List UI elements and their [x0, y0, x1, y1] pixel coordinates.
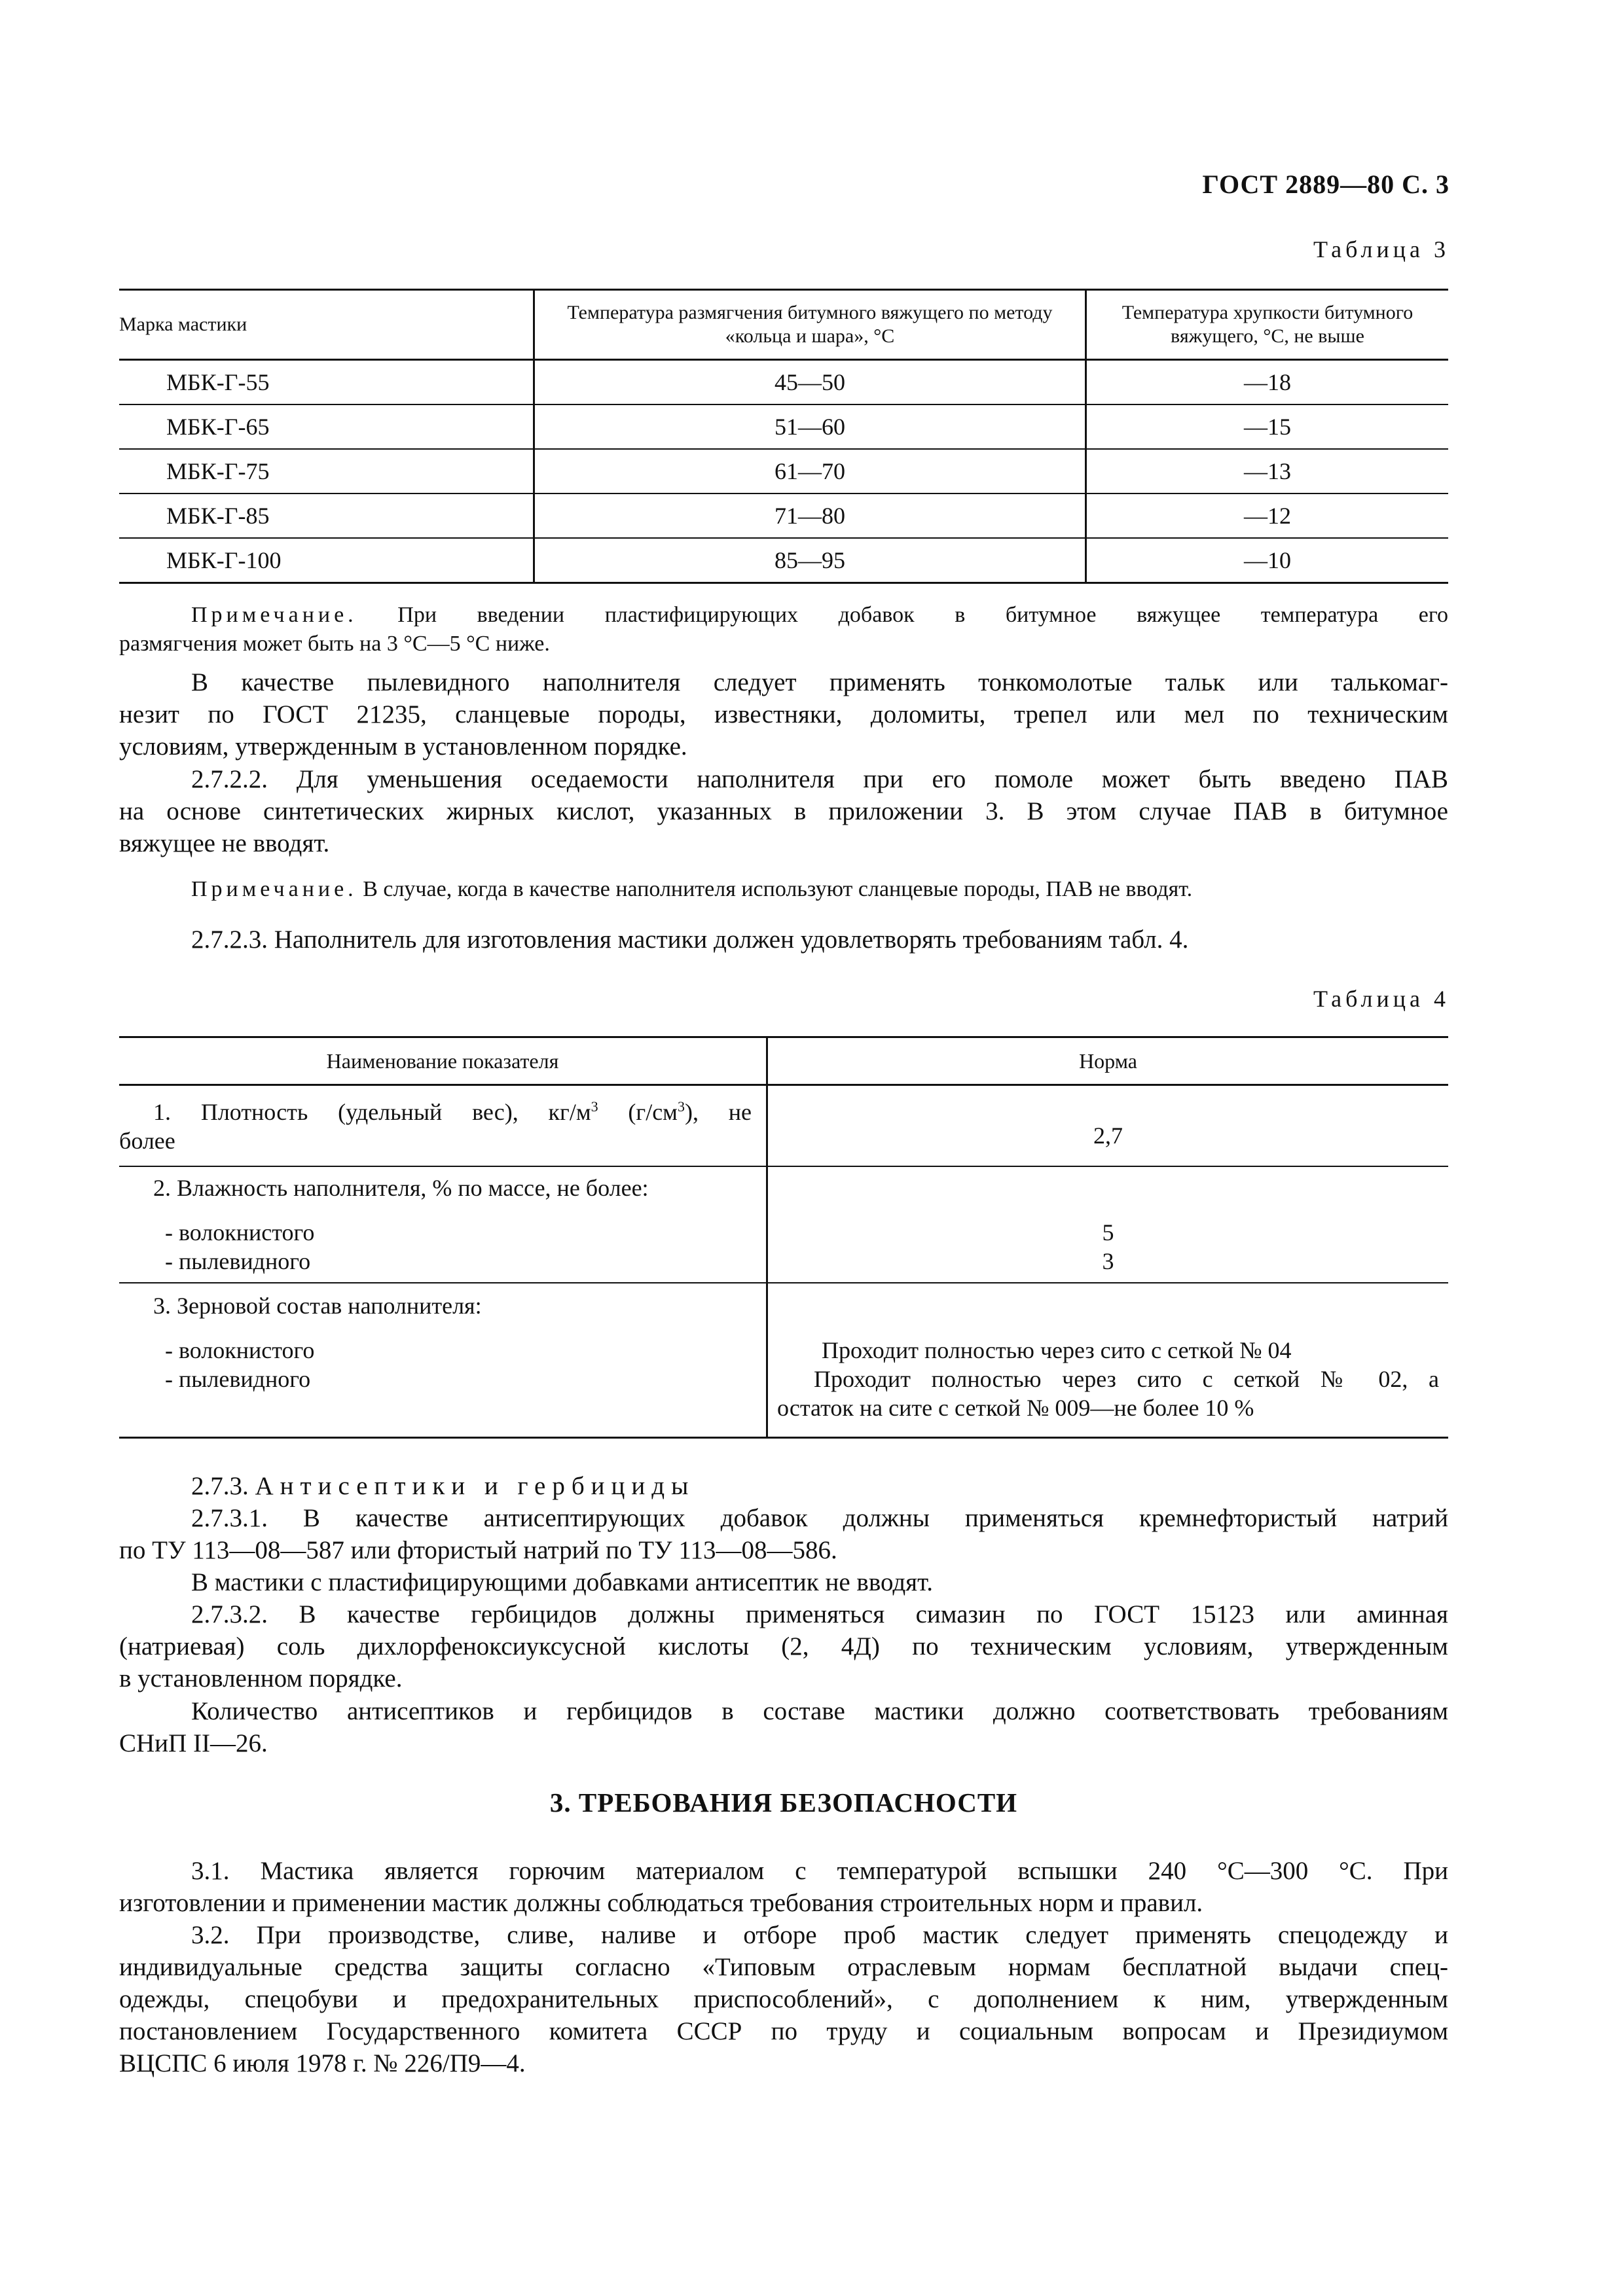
paragraph-3-1	[119, 1855, 1448, 1919]
table3-cell-softening: 61—70	[534, 449, 1086, 493]
table-row	[119, 449, 1448, 493]
table4-cell-norm: Проходит полностью через сито с сеткой № 04 Проходит полностью через сито с сеткой № 02, а остаток на сите с сеткой № 009—не более 10 %	[767, 1283, 1449, 1438]
table3-cell-softening: 51—60	[534, 404, 1086, 449]
table3-header-brand: Марка мастики	[119, 290, 534, 360]
table3-caption: Таблица 3	[1313, 236, 1450, 262]
table3-cell-brittleness: —10	[1086, 538, 1449, 583]
table3-header-row	[119, 290, 1448, 360]
text-line: по ТУ 113—08—587 или фтористый натрий по ТУ 113—08—586.	[119, 1536, 837, 1564]
text-line: изготовлении и применении мастик должны соблюдаться требования строительных норм и правил.	[119, 1889, 1203, 1917]
table4-cell-indicator: 1. Плотность (удельный вес), $кг/м^3$ $(г/см^3)$, не более	[119, 1098, 752, 1154]
table3-cell-brittleness: —13	[1086, 449, 1449, 493]
table-row	[119, 538, 1448, 583]
table3	[119, 289, 1448, 584]
text-line: в установленном порядке.	[119, 1664, 403, 1693]
note-text: В случае, когда в качестве наполнителя используют сланцевые породы, ПАВ не вводят.	[357, 877, 1193, 901]
paragraph-3-2	[119, 1919, 1448, 2079]
paragraph-2-7-2-2	[119, 763, 1448, 859]
note-text: При введении пластифицирующих добавок в битумное вяжущее температура его	[357, 603, 1448, 627]
text-line: (натриевая) соль дихлорфеноксиуксусной кислоты (2, 4Д) по техническим условиям, утвержденным	[119, 1632, 1448, 1660]
text-line: индивидуальные средства защиты согласно «Типовым отраслевым нормам бесплатной выдачи спец-	[119, 1953, 1448, 1981]
subsection-title: Антисептики и гербициды	[255, 1472, 695, 1500]
table-row	[119, 1283, 1448, 1438]
table3-header-softening: Температура размягчения битумного вяжущего по методу «кольца и шара», °С	[534, 290, 1086, 360]
table-row	[119, 404, 1448, 449]
text-line: ВЦСПС 6 июля 1978 г. № 226/П9—4.	[119, 2049, 526, 2077]
table3-cell-brand: МБК-Г-55	[166, 369, 270, 395]
table3-cell-brittleness: —15	[1086, 404, 1449, 449]
table4-header-row	[119, 1037, 1448, 1085]
table-row	[119, 1166, 1448, 1283]
text-line: вяжущее не вводят.	[119, 829, 330, 857]
table4-caption: Таблица 4	[1313, 986, 1450, 1012]
page-header: ГОСТ 2889—80 С. 3	[1202, 170, 1450, 199]
table4-cell-norm: 5 3	[767, 1166, 1449, 1283]
note-label: Примечание.	[191, 603, 357, 627]
paragraph-quantity	[119, 1695, 1448, 1759]
text-line: постановлением Государственного комитета СССР по труду и социальным вопросам и Президиумом	[119, 2017, 1448, 2045]
table4-header-norm: Норма	[767, 1037, 1449, 1085]
paragraph-filler	[119, 666, 1448, 762]
table3-cell-brand: МБК-Г-85	[119, 493, 534, 538]
text-line: СНиП II—26.	[119, 1729, 268, 1757]
text-line: Количество антисептиков и гербицидов в составе мастики должно соответствовать требованиям	[191, 1697, 1448, 1725]
table3-cell-brand: МБК-Г-65	[119, 404, 534, 449]
text-line: на основе синтетических жирных кислот, указанных в приложении 3. В этом случае ПАВ в битумное	[119, 797, 1448, 825]
table3-header-brittleness: Температура хрупкости битумного вяжущего, °С, не выше	[1086, 290, 1449, 360]
table4	[119, 1036, 1448, 1439]
paragraph-2-7-3-1	[119, 1502, 1448, 1566]
table4-header-indicator: Наименование показателя	[119, 1037, 767, 1085]
text-line: 2.7.2.3. Наполнитель для изготовления мастики должен удовлетворять требованиям табл. 4.	[191, 925, 1189, 954]
text-line: В мастики с пластифицирующими добавками антисептик не вводят.	[191, 1568, 933, 1596]
text-line: 3.1. Мастика является горючим материалом с температурой вспышки 240 °С—300 °С. При	[191, 1857, 1448, 1885]
text-line: В качестве пылевидного наполнителя следует применять тонкомолотые тальк или талькомаг-	[191, 668, 1448, 696]
table3-cell-brand: МБК-Г-75	[119, 449, 534, 493]
table-row	[119, 493, 1448, 538]
table-row	[119, 1085, 1448, 1167]
text-line: условиям, утвержденным в установленном порядке.	[119, 732, 687, 761]
subsection-2-7-3: 2.7.3. Антисептики и гербициды	[191, 1472, 695, 1500]
text-line: 2.7.3.1. В качестве антисептирующих добавок должны применяться кремнефтористый натрий	[191, 1504, 1448, 1532]
table3-cell-brand: МБК-Г-100	[119, 538, 534, 583]
paragraph-2-7-3-2	[119, 1598, 1448, 1695]
table3-cell-softening: 71—80	[534, 493, 1086, 538]
table3-cell-softening: 45—50	[534, 360, 1086, 405]
note-table3	[119, 601, 1448, 658]
note-filler	[119, 875, 1448, 904]
note-label: Примечание.	[191, 877, 357, 901]
text-line: 2.7.2.2. Для уменьшения оседаемости наполнителя при его помоле может быть введено ПАВ	[191, 765, 1448, 793]
paragraph-antiseptic	[119, 1566, 1448, 1598]
text-line: незит по ГОСТ 21235, сланцевые породы, известняки, доломиты, трепел или мел по техническим	[119, 700, 1448, 728]
table4-cell-indicator: 3. Зерновой состав наполнителя: - волокнистого - пылевидного	[119, 1283, 767, 1438]
text-line: 3.2. При производстве, сливе, наливе и отборе проб мастик следует применять спецодежду и	[191, 1921, 1448, 1949]
table3-cell-brittleness: —12	[1086, 493, 1449, 538]
table4-cell-indicator: 2. Влажность наполнителя, % по массе, не более: - волокнистого - пылевидного	[119, 1166, 767, 1283]
paragraph-2-7-2-3	[119, 924, 1448, 956]
table-row	[119, 360, 1448, 405]
text-line: 2.7.3.2. В качестве гербицидов должны применяться симазин по ГОСТ 15123 или аминная	[191, 1600, 1448, 1628]
table4-cell-norm: 2,7	[767, 1085, 1449, 1167]
note-text: размягчения может быть на 3 °С—5 °С ниже.	[119, 632, 550, 656]
section-title: 3. ТРЕБОВАНИЯ БЕЗОПАСНОСТИ	[549, 1787, 1018, 1818]
table3-cell-brittleness: —18	[1086, 360, 1449, 405]
table3-cell-softening: 85—95	[534, 538, 1086, 583]
text-line: одежды, спецобуви и предохранительных приспособлений», с дополнением к ним, утвержденным	[119, 1985, 1448, 2013]
